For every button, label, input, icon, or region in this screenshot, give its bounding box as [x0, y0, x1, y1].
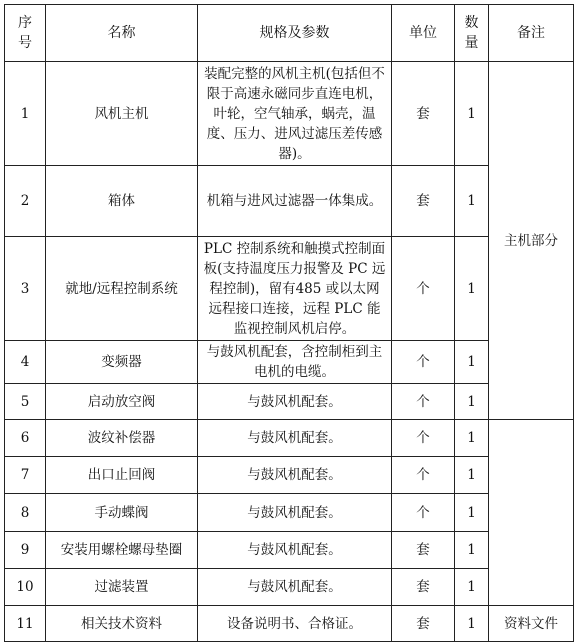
table-row	[5, 166, 574, 237]
row-unit: 个	[392, 237, 455, 341]
row-spec: 设备说明书、合格证。	[198, 606, 392, 642]
row-spec: 与鼓风机配套。	[198, 494, 392, 532]
row-name: 过滤装置	[46, 569, 198, 606]
row-spec: 与鼓风机配套。	[198, 420, 392, 457]
row-spec: 与鼓风机配套。	[198, 384, 392, 420]
group-docs-note: 资料文件	[489, 606, 574, 642]
row-qty: 1	[455, 532, 489, 569]
row-qty: 1	[455, 494, 489, 532]
row-seq: 4	[5, 341, 46, 384]
table-row	[5, 237, 574, 341]
header-seq: 序号	[5, 5, 46, 62]
header-spec: 规格及参数	[198, 5, 392, 62]
row-name: 手动蝶阀	[46, 494, 198, 532]
row-seq: 5	[5, 384, 46, 420]
header-unit: 单位	[392, 5, 455, 62]
table-row	[5, 457, 574, 494]
table-row	[5, 494, 574, 532]
row-unit: 个	[392, 341, 455, 384]
row-spec: 与鼓风机配套，含控制柜到主电机的电缆。	[198, 341, 392, 384]
row-spec: PLC 控制系统和触摸式控制面板(支持温度压力报警及 PC 远程控制)，留有485 或以太网 远程接口连接，远程 PLC 能监视控制风机启停。	[198, 237, 392, 341]
row-unit: 个	[392, 457, 455, 494]
row-unit: 套	[392, 606, 455, 642]
row-qty: 1	[455, 166, 489, 237]
row-spec: 与鼓风机配套。	[198, 457, 392, 494]
group-main-note: 主机部分	[489, 62, 574, 420]
row-name: 箱体	[46, 166, 198, 237]
row-qty: 1	[455, 237, 489, 341]
row-seq: 7	[5, 457, 46, 494]
row-unit: 套	[392, 569, 455, 606]
row-unit: 个	[392, 420, 455, 457]
row-name: 变频器	[46, 341, 198, 384]
row-qty: 1	[455, 62, 489, 166]
row-unit: 个	[392, 384, 455, 420]
row-spec: 机箱与进风过滤器一体集成。	[198, 166, 392, 237]
row-name: 安装用螺栓螺母垫圈	[46, 532, 198, 569]
row-qty: 1	[455, 606, 489, 642]
row-qty: 1	[455, 569, 489, 606]
row-qty: 1	[455, 420, 489, 457]
header-row	[5, 5, 574, 62]
note-blank	[489, 420, 574, 606]
row-spec: 装配完整的风机主机(包括但不限于高速永磁同步直连电机，叶轮，空气轴承，蜗壳，温度、压力、进风过滤压差传感器)。	[198, 62, 392, 166]
table-row	[5, 420, 574, 457]
row-seq: 3	[5, 237, 46, 341]
header-name: 名称	[46, 5, 198, 62]
row-seq: 10	[5, 569, 46, 606]
row-seq: 9	[5, 532, 46, 569]
row-name: 出口止回阀	[46, 457, 198, 494]
row-unit: 套	[392, 166, 455, 237]
table-row	[5, 384, 574, 420]
header-note: 备注	[489, 5, 574, 62]
row-seq: 8	[5, 494, 46, 532]
table-row	[5, 532, 574, 569]
table-row	[5, 569, 574, 606]
table-row	[5, 606, 574, 642]
equipment-spec-table	[4, 4, 574, 642]
row-qty: 1	[455, 384, 489, 420]
row-seq: 11	[5, 606, 46, 642]
row-seq: 2	[5, 166, 46, 237]
row-unit: 套	[392, 532, 455, 569]
row-name: 波纹补偿器	[46, 420, 198, 457]
row-spec: 与鼓风机配套。	[198, 569, 392, 606]
row-name: 相关技术资料	[46, 606, 198, 642]
table-row	[5, 341, 574, 384]
header-qty: 数量	[455, 5, 489, 62]
row-name: 风机主机	[46, 62, 198, 166]
row-unit: 个	[392, 494, 455, 532]
table-row	[5, 62, 574, 166]
row-seq: 1	[5, 62, 46, 166]
row-unit: 套	[392, 62, 455, 166]
row-qty: 1	[455, 341, 489, 384]
row-name: 就地/远程控制系统	[46, 237, 198, 341]
row-name: 启动放空阀	[46, 384, 198, 420]
row-seq: 6	[5, 420, 46, 457]
row-qty: 1	[455, 457, 489, 494]
row-spec: 与鼓风机配套。	[198, 532, 392, 569]
